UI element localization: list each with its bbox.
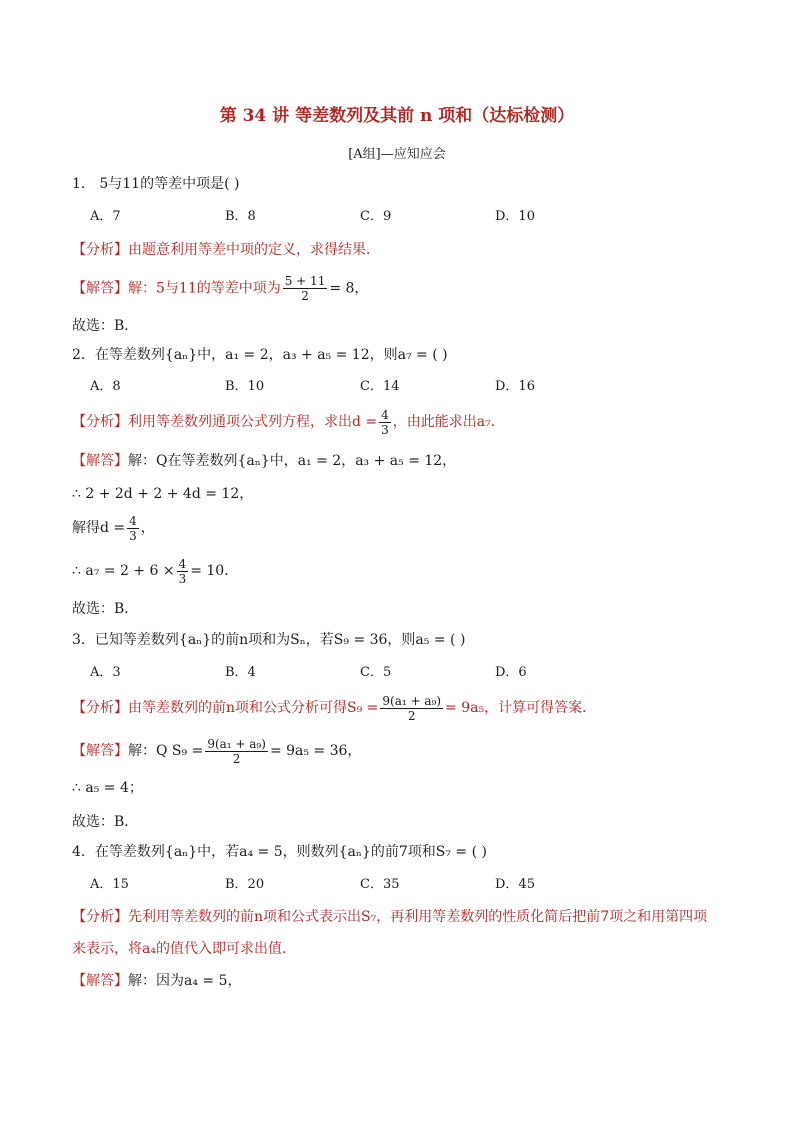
question-1-solution [72, 274, 368, 303]
page-title: 第 34 讲 等差数列及其前 n 项和（达标检测） [219, 106, 575, 126]
question-1-options [90, 207, 630, 227]
question-2-analysis [72, 406, 505, 438]
option-d: D．16 [495, 379, 535, 394]
analysis-tag: 【分析】 [72, 700, 128, 716]
solution-step: ∴ 2 + 2d + 2 + 4d = 12， [72, 486, 254, 502]
question-4-stem: 4．在等差数列{aₙ}中，若a₄ = 5，则数列{aₙ}的前7项和S₇ = ( ) [72, 844, 487, 860]
question-3-analysis [72, 692, 596, 724]
analysis-tag: 【分析】 [72, 242, 128, 258]
option-c: C．14 [360, 379, 400, 394]
fraction: $\frac{\text{9(a₁ + a₉)}}{2}$ [207, 736, 266, 766]
question-3-solution: 【解答】解：Q S₉ = $\frac{\text{9(a₁ + a₉)}}{2}$ = 9a₅ = 36， [72, 736, 362, 766]
analysis-text: 利用等差数列通项公式列方程，求出d = [128, 414, 378, 430]
question-2-stem: 2．在等差数列{aₙ}中，a₁ = 2，a₃ + a₅ = 12，则a₇ = ( ) [72, 347, 448, 363]
analysis-text-end: ，由此能求出a₇． [392, 414, 505, 430]
solution-step: ∴ a₅ = 4； [72, 780, 143, 796]
option-b: B．4 [225, 665, 256, 680]
option-d: D．6 [495, 665, 527, 680]
fraction: $\frac{4}{3}$ [129, 513, 137, 543]
option-d: D．10 [495, 209, 535, 224]
solution-step: 解得d = $\frac{4}{3}$ ， [72, 513, 155, 543]
group-heading: [A组]—应知应会 [348, 147, 446, 162]
option-b: B．10 [225, 379, 265, 394]
analysis-tag: 【分析】 [72, 909, 128, 925]
analysis-text: 由等差数列的前n项和公式分析可得S₉ = [128, 700, 379, 716]
question-4-solution [72, 971, 242, 991]
question-1-analysis [72, 240, 380, 260]
solution-tag: 【解答】 [72, 453, 128, 469]
solution-text: 解：Q在等差数列{aₙ}中，a₁ = 2，a₃ + a₅ = 12， [128, 453, 457, 469]
question-3-options [90, 663, 630, 683]
option-c: C．5 [360, 665, 392, 680]
analysis-text: 由题意利用等差中项的定义，求得结果． [128, 242, 380, 258]
option-a: A．15 [90, 877, 129, 892]
fraction: $\frac{4}{3}$ [178, 556, 187, 586]
solution-text: 解：5与11的等差中项为 [128, 280, 281, 297]
option-d: D．45 [495, 877, 535, 892]
solution-text-end: = 8， [329, 280, 369, 297]
question-2-choice: 故选：B． [72, 601, 139, 617]
question-1-stem: 1． 5与11的等差中项是( ) [72, 176, 240, 192]
question-2-solution [72, 451, 456, 471]
question-4-options [90, 875, 630, 895]
question-4-analysis [72, 907, 707, 927]
solution-step: ∴ a₇ = 2 + 6 × $\frac{4}{3}$ = 10． [72, 556, 239, 586]
question-3-stem: 3．已知等差数列{aₙ}的前n项和为Sₙ，若S₉ = 36，则a₅ = ( ) [72, 632, 466, 648]
analysis-text-continued: 来表示，将a₄的值代入即可求出值． [72, 941, 296, 957]
option-c: C．35 [360, 877, 400, 892]
solution-tag: 【解答】 [72, 973, 128, 989]
option-a: A．8 [90, 379, 121, 394]
fraction: $\frac{5 + 11}{2}$ [284, 274, 326, 303]
fraction: $\frac{\text{9(a₁ + a₉)}}{2}$ [382, 693, 442, 723]
analysis-text-end: = 9a₅，计算可得答案． [445, 700, 597, 716]
solution-tag: 【解答】 [72, 280, 128, 297]
question-2-options [90, 377, 630, 397]
question-3-choice: 故选：B． [72, 814, 139, 830]
analysis-tag: 【分析】 [72, 414, 128, 430]
option-c: C．9 [360, 209, 392, 224]
option-b: B．20 [225, 877, 265, 892]
fraction: $\frac{4}{3}$ [381, 407, 389, 437]
solution-tag: 【解答】 [72, 743, 128, 759]
option-b: B．8 [225, 209, 256, 224]
analysis-text: 先利用等差数列的前n项和公式表示出S₇，再利用等差数列的性质化简后把前7项之和用第四项 [128, 909, 708, 925]
option-a: A．7 [90, 209, 121, 224]
solution-text: 解：因为a₄ = 5， [128, 973, 242, 989]
option-a: A．3 [90, 665, 121, 680]
question-1-choice: 故选：B． [72, 318, 139, 334]
